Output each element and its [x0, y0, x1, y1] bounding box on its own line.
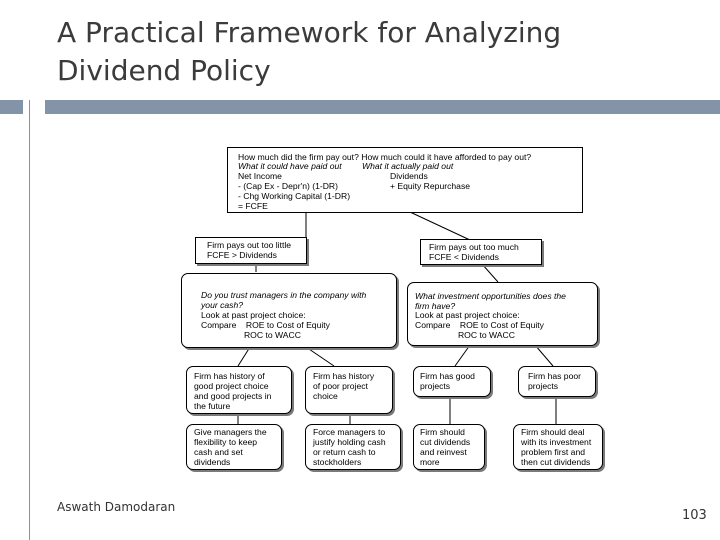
poor-history-box: Firm has history of poor project choice — [305, 366, 393, 414]
pays-too-much-box: Firm pays out too much FCFE < Dividends — [420, 239, 542, 265]
payout-analysis-box — [227, 147, 583, 213]
investment-opportunities-criteria: Look at past project choice: Compare ROE to Cost of Equity ROC to WACC — [415, 310, 544, 340]
could-have-paid-heading: What it could have paid out — [238, 161, 342, 171]
connector-top-right — [410, 212, 470, 240]
actually-paid-heading: What it actually paid out — [362, 161, 454, 171]
connector-l2-c — [455, 345, 470, 366]
slide-title: A Practical Framework for Analyzing Dividend Policy — [57, 16, 562, 87]
connector-l2-d — [535, 345, 553, 366]
investment-opportunities-question: What investment opportunities does the firm have? — [415, 291, 566, 311]
actual-line-2: + Equity Repurchase — [390, 181, 471, 191]
connector-l2-b — [306, 347, 334, 366]
good-projects-box: Firm has good projects — [413, 366, 491, 397]
investment-opportunities-box — [407, 282, 598, 346]
force-managers-box: Force managers to justify holding cash or return cash to stockholders — [305, 424, 401, 470]
connector-l2-a — [238, 347, 250, 366]
trust-managers-question: Do you trust managers in the company with your cash? — [201, 290, 367, 310]
deal-with-investment-box: Firm should deal with its investment problem first and then cut dividends — [513, 424, 603, 470]
trust-managers-criteria: Look at past project choice: Compare ROE to Cost of Equity ROC to WACC — [201, 310, 330, 340]
fcfe-line-2: - (Cap Ex - Depr'n) (1-DR) — [238, 181, 339, 191]
give-flexibility-box: Give managers the flexibility to keep cash and set dividends — [186, 424, 282, 470]
fcfe-line-1: Net Income — [238, 171, 282, 181]
poor-projects-box: Firm has poor projects — [518, 366, 596, 397]
connector-l1-right — [482, 264, 498, 282]
cut-dividends-box: Firm should cut dividends and reinvest more — [413, 424, 485, 470]
pays-too-little-box: Firm pays out too little FCFE > Dividends — [195, 237, 307, 264]
payout-question: How much did the firm pay out? How much could it have afforded to pay out? — [238, 152, 532, 162]
author-footer: Aswath Damodaran — [57, 500, 176, 514]
fcfe-line-3: - Chg Working Capital (1-DR) — [238, 191, 351, 201]
good-history-box: Firm has history of good project choice and good projects in the future — [186, 366, 292, 414]
fcfe-line-4: = FCFE — [238, 201, 268, 211]
page-number: 103 — [682, 508, 707, 523]
trust-managers-box — [181, 273, 397, 348]
actual-line-1: Dividends — [390, 171, 428, 181]
